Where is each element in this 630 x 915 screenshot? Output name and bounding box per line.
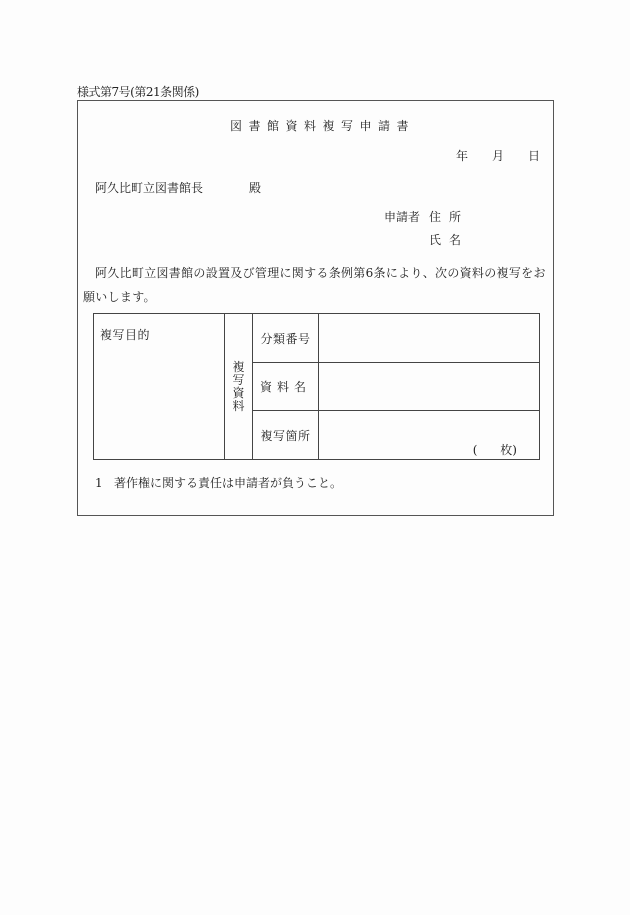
form-title: 図書館資料複写申請書 xyxy=(230,119,416,133)
note-text: 著作権に関する責任は申請者が負うこと。 xyxy=(114,476,343,490)
copy-materials-label: 複写資料 xyxy=(232,359,245,413)
form-number: 様式第7号(第21条関係) xyxy=(77,85,199,99)
date-line xyxy=(456,147,540,164)
day-label: 日 xyxy=(528,149,541,163)
copy-purpose-label: 複写目的 xyxy=(100,328,151,342)
request-statement: 阿久比町立図書館の設置及び管理に関する条例第6条により、次の資料の複写をお願いします。 xyxy=(83,266,546,304)
classification-number-field[interactable] xyxy=(319,314,540,363)
copy-section-label: 複写箇所 xyxy=(253,411,319,460)
addressee-honorific: 殿 xyxy=(249,181,262,195)
month-label: 月 xyxy=(492,149,505,163)
address-label: 住所 xyxy=(429,210,470,224)
addressee-name: 阿久比町立図書館長 xyxy=(95,181,204,195)
classification-number-label: 分類番号 xyxy=(253,314,319,363)
name-label: 氏名 xyxy=(429,233,470,247)
copy-request-table xyxy=(93,313,540,460)
year-label: 年 xyxy=(456,149,469,163)
sheet-count: ( 枚) xyxy=(472,443,517,457)
copy-materials-header xyxy=(225,314,253,460)
note-number: 1 xyxy=(95,476,103,490)
copy-purpose-field[interactable] xyxy=(94,314,225,460)
addressee xyxy=(95,179,262,196)
note-item xyxy=(95,474,342,491)
material-name-label: 資料名 xyxy=(253,363,319,411)
applicant-label: 申請者 xyxy=(384,210,421,224)
copy-section-field[interactable] xyxy=(319,411,540,460)
material-name-field[interactable] xyxy=(319,363,540,411)
application-form xyxy=(77,100,554,516)
